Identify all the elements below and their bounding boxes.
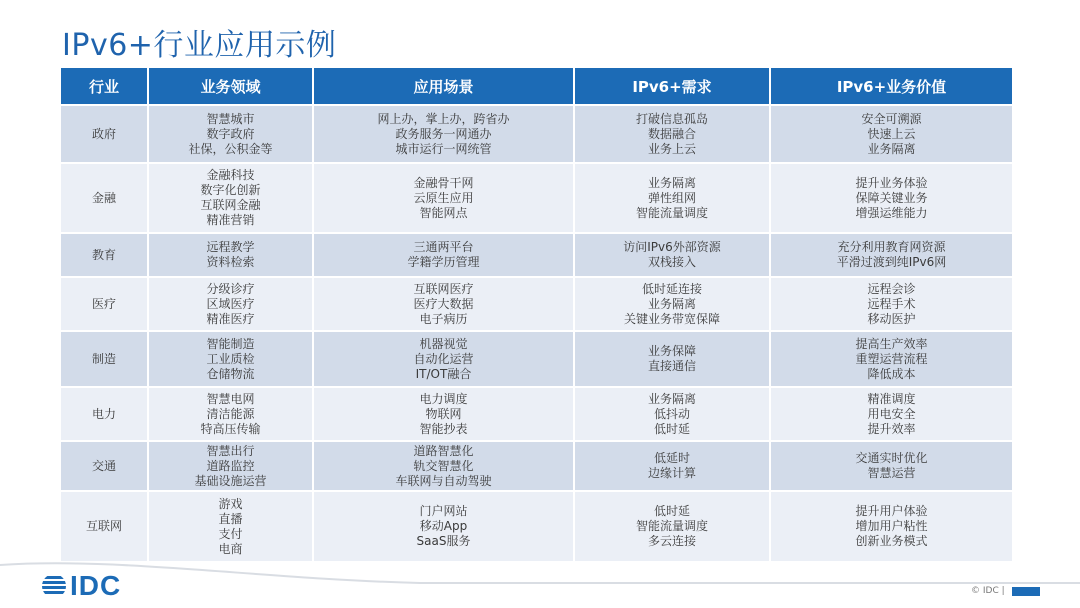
cell-line: 电子病历 bbox=[419, 311, 468, 326]
cell-line: 业务隔离 bbox=[647, 296, 696, 311]
cell-line: 数据融合 bbox=[647, 126, 696, 141]
cell-scenario bbox=[313, 233, 574, 277]
cell-line: 增强运维能力 bbox=[855, 205, 928, 220]
table-row bbox=[61, 105, 1012, 163]
cell-value bbox=[770, 105, 1012, 163]
cell-line: 关键业务带宽保障 bbox=[623, 311, 720, 326]
cell-line: 互联网金融 bbox=[200, 198, 261, 212]
cell-domain bbox=[148, 387, 313, 441]
cell-line: 机器视觉 bbox=[419, 336, 468, 351]
cell-line: 智能制造 bbox=[206, 336, 255, 351]
cell-line: 物联网 bbox=[425, 406, 462, 421]
cell-line: 特高压传输 bbox=[200, 421, 261, 436]
cell-line: 直播 bbox=[218, 511, 243, 526]
cell-line: 交通实时优化 bbox=[855, 451, 928, 465]
cell-domain bbox=[148, 331, 313, 387]
cell-scenario bbox=[313, 441, 574, 491]
cell-domain bbox=[148, 163, 313, 233]
table-row bbox=[61, 331, 1012, 387]
table-header-row bbox=[61, 68, 1012, 105]
header-ipv6-value: IPv6+业务价值 bbox=[770, 68, 1012, 105]
cell-industry: 制造 bbox=[61, 331, 148, 387]
cell-line: 业务上云 bbox=[647, 141, 696, 156]
table-row bbox=[61, 233, 1012, 277]
table-row bbox=[61, 441, 1012, 491]
cell-line: 智慧出行 bbox=[206, 443, 255, 458]
cell-line: 提升效率 bbox=[867, 421, 916, 436]
cell-line: 低时延 bbox=[653, 421, 690, 436]
cell-line: 提高生产效率 bbox=[855, 336, 928, 351]
cell-industry: 电力 bbox=[61, 387, 148, 441]
cell-line: 充分利用教育网资源 bbox=[837, 240, 946, 254]
cell-line: 游戏 bbox=[218, 496, 243, 511]
cell-line: 资料检索 bbox=[206, 255, 255, 269]
cell-industry: 教育 bbox=[61, 233, 148, 277]
cell-line: 移动医护 bbox=[867, 311, 916, 326]
cell-line: 弹性组网 bbox=[647, 190, 696, 205]
cell-line: IT/OT融合 bbox=[415, 366, 472, 381]
cell-demand bbox=[574, 441, 770, 491]
header-business-domain: 业务领域 bbox=[148, 68, 313, 105]
cell-line: 远程会诊 bbox=[867, 281, 916, 296]
cell-value bbox=[770, 163, 1012, 233]
cell-line: 智能流量调度 bbox=[635, 519, 708, 533]
cell-line: 三通两平台 bbox=[413, 240, 474, 254]
cell-line: 数字化创新 bbox=[200, 183, 261, 197]
cell-line: 精准调度 bbox=[867, 391, 916, 406]
cell-value bbox=[770, 277, 1012, 331]
cell-line: 基础设施运营 bbox=[194, 473, 267, 488]
footer-swoosh bbox=[0, 555, 1080, 608]
cell-line: 低抖动 bbox=[653, 406, 690, 421]
cell-line: 互联网医疗 bbox=[413, 281, 474, 296]
cell-line: 清洁能源 bbox=[206, 406, 255, 421]
cell-scenario bbox=[313, 105, 574, 163]
cell-industry: 金融 bbox=[61, 163, 148, 233]
header-ipv6-demand: IPv6+需求 bbox=[574, 68, 770, 105]
cell-demand bbox=[574, 233, 770, 277]
cell-domain bbox=[148, 491, 313, 561]
cell-line: 直接通信 bbox=[647, 359, 696, 373]
cell-line: 快速上云 bbox=[867, 126, 916, 141]
table-row bbox=[61, 277, 1012, 331]
cell-scenario bbox=[313, 277, 574, 331]
cell-line: 仓储物流 bbox=[206, 366, 255, 381]
cell-line: 降低成本 bbox=[867, 366, 916, 381]
header-industry: 行业 bbox=[61, 68, 148, 105]
cell-line: 增加用户粘性 bbox=[855, 519, 928, 533]
cell-line: 政务服务一网通办 bbox=[395, 126, 492, 141]
cell-line: 车联网与自动驾驶 bbox=[395, 473, 492, 488]
cell-line: 精准医疗 bbox=[206, 311, 255, 326]
cell-line: 安全可溯源 bbox=[861, 111, 922, 126]
cell-line: 低时延 bbox=[653, 504, 690, 518]
cell-line: 智慧电网 bbox=[206, 391, 255, 406]
header-application-scenario: 应用场景 bbox=[313, 68, 574, 105]
cell-demand bbox=[574, 491, 770, 561]
cell-line: 电力调度 bbox=[419, 391, 468, 406]
cell-line: 数字政府 bbox=[206, 126, 255, 141]
cell-line: 移动App bbox=[419, 519, 468, 533]
cell-line: 平滑过渡到纯IPv6网 bbox=[836, 255, 947, 269]
cell-line: 多云连接 bbox=[647, 534, 696, 548]
cell-line: 双栈接入 bbox=[647, 255, 696, 269]
page-title: IPv6+行业应用示例 bbox=[62, 28, 337, 63]
cell-line: 道路智慧化 bbox=[413, 443, 474, 458]
cell-line: 智能流量调度 bbox=[635, 205, 708, 220]
cell-line: 智慧城市 bbox=[206, 111, 255, 126]
table-row bbox=[61, 491, 1012, 561]
cell-line: 精准营销 bbox=[206, 213, 255, 227]
cell-demand bbox=[574, 163, 770, 233]
cell-line: 轨交智慧化 bbox=[413, 458, 474, 473]
cell-domain bbox=[148, 233, 313, 277]
cell-line: 访问IPv6外部资源 bbox=[623, 240, 721, 254]
cell-line: 低延时 bbox=[653, 451, 690, 465]
cell-scenario bbox=[313, 163, 574, 233]
cell-value bbox=[770, 387, 1012, 441]
cell-line: 区域医疗 bbox=[206, 296, 255, 311]
copyright-text: © IDC | bbox=[971, 586, 1005, 596]
cell-line: 低时延连接 bbox=[641, 281, 702, 296]
cell-line: 社保，公积金等 bbox=[188, 141, 273, 156]
idc-logo bbox=[42, 570, 121, 602]
cell-line: 业务保障 bbox=[647, 344, 696, 358]
cell-line: 远程手术 bbox=[867, 296, 916, 311]
cell-line: 提升业务体验 bbox=[855, 175, 928, 190]
footer-accent-bar bbox=[1012, 587, 1040, 596]
cell-industry: 交通 bbox=[61, 441, 148, 491]
cell-demand bbox=[574, 277, 770, 331]
cell-line: 电商 bbox=[218, 541, 243, 556]
cell-demand bbox=[574, 331, 770, 387]
cell-line: 打破信息孤岛 bbox=[635, 111, 708, 126]
cell-line: 智能抄表 bbox=[419, 421, 468, 436]
table-body bbox=[61, 105, 1012, 561]
cell-industry: 医疗 bbox=[61, 277, 148, 331]
cell-value bbox=[770, 233, 1012, 277]
cell-line: 支付 bbox=[218, 526, 243, 541]
cell-line: 提升用户体验 bbox=[855, 504, 928, 518]
cell-scenario bbox=[313, 387, 574, 441]
cell-line: 智慧运营 bbox=[867, 466, 916, 480]
cell-line: 工业质检 bbox=[206, 351, 255, 366]
cell-line: 业务隔离 bbox=[867, 141, 916, 156]
cell-line: 门户网站 bbox=[419, 504, 468, 518]
cell-line: SaaS服务 bbox=[416, 534, 471, 548]
cell-domain bbox=[148, 277, 313, 331]
industry-table bbox=[61, 68, 1012, 561]
table-row bbox=[61, 163, 1012, 233]
table-row bbox=[61, 387, 1012, 441]
cell-line: 金融科技 bbox=[206, 168, 255, 182]
cell-scenario bbox=[313, 491, 574, 561]
cell-demand bbox=[574, 105, 770, 163]
cell-value bbox=[770, 491, 1012, 561]
cell-line: 重塑运营流程 bbox=[855, 351, 928, 366]
cell-scenario bbox=[313, 331, 574, 387]
idc-logo-text: IDC bbox=[70, 570, 122, 601]
cell-industry: 政府 bbox=[61, 105, 148, 163]
cell-line: 学籍学历管理 bbox=[407, 255, 480, 269]
cell-line: 用电安全 bbox=[867, 406, 916, 421]
cell-line: 业务隔离 bbox=[647, 391, 696, 406]
cell-line: 金融骨干网 bbox=[413, 175, 474, 190]
cell-demand bbox=[574, 387, 770, 441]
cell-line: 边缘计算 bbox=[647, 466, 696, 480]
idc-logo-mark bbox=[42, 574, 66, 598]
cell-value bbox=[770, 331, 1012, 387]
cell-line: 业务隔离 bbox=[647, 175, 696, 190]
cell-line: 自动化运营 bbox=[413, 351, 474, 366]
cell-line: 道路监控 bbox=[206, 458, 255, 473]
cell-industry: 互联网 bbox=[61, 491, 148, 561]
cell-line: 医疗大数据 bbox=[413, 296, 474, 311]
cell-line: 城市运行一网统管 bbox=[395, 141, 492, 156]
cell-line: 云原生应用 bbox=[413, 190, 474, 205]
cell-line: 保障关键业务 bbox=[855, 190, 928, 205]
cell-line: 创新业务模式 bbox=[855, 534, 928, 548]
cell-line: 分级诊疗 bbox=[206, 281, 255, 296]
cell-line: 远程教学 bbox=[206, 240, 255, 254]
cell-domain bbox=[148, 441, 313, 491]
cell-domain bbox=[148, 105, 313, 163]
cell-line: 智能网点 bbox=[419, 205, 468, 220]
cell-line: 网上办，掌上办，跨省办 bbox=[377, 111, 510, 126]
cell-value bbox=[770, 441, 1012, 491]
